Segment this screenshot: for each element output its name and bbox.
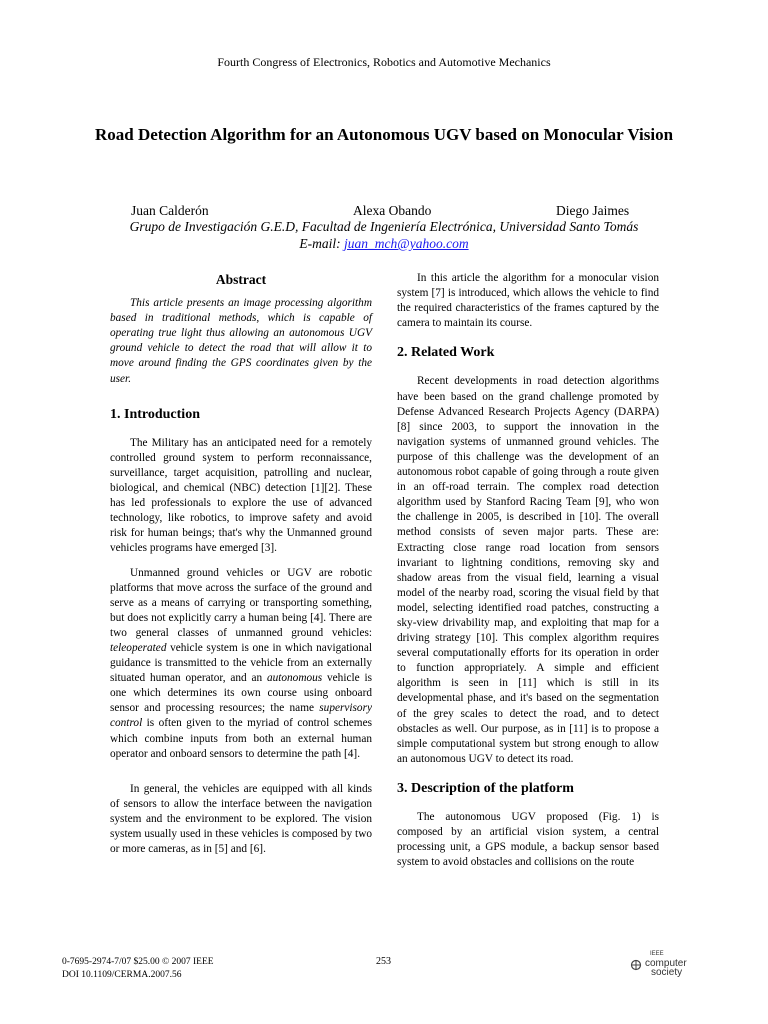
abstract-text: This article presents an image processing algorithm based in traditional methods, which is capable of operating true light thus allowing an autonomous UGV ground vehicle to detect the road that will allow it to move around finding the GPS coordinates given by the user. [110,297,372,385]
intro-paragraph-1: The Military has an anticipated need for a remotely controlled ground system to perform reconnaissance, surveillance, target acquisition, patrolling and nuclear, biological, and chemical (NBC) detection [1][2]. These has led professionals to explore the use of advanced technology, like robotics, to improve safety and avoid risk for human beings; that's why the Unmanned ground vehicles programs have emerged [3]. [110,436,372,555]
author-2: Alexa Obando [353,203,432,218]
left-column [110,272,372,857]
logo-ieee: IEEE [650,951,664,957]
logo-text [645,950,687,977]
right-column [397,271,659,870]
email-link[interactable]: juan_mch@yahoo.com [344,236,469,251]
paper-title: Road Detection Algorithm for an Autonomous UGV based on Monocular Vision [94,125,674,144]
related-work-paragraph: Recent developments in road detection algorithms have been based on the grand challenge promoted by Defense Advanced Research Projects Agency (DARPA) [8] since 2003, to support the innovation in the navigation systems of unmanned ground vehicles. The purpose of this challenge was the development of an autonomous robot capable of going through a route given in an off-road terrain. The complex road detection algorithm used by Stanford Racing Team [9], who won the challenge in 2005, is described in [10]. The overall method consists of seven major parts. These are: Extracting close range road location from sensors invariant to lightning conditions, removing sky and shadow areas from the visual field, learning a visual model of the nearby road, scoring the visual field by that model, selecting identified road patches, constructing a sky-view drivability map, and exploiting that map for a driving strategy [10]. This complex algorithm requires several computationally efforts for its operation in order to function appropriately. A simple and efficient algorithm is seen in [11] which is still in its developmental phase, and it's based on the segmentation of the grey scales to detect the road, and to detect obstacles as well. Our purpose, as in [11] is to propose a simple computational system but strong enough to allow an autonomous UGV to detect its road. [397,375,659,765]
abstract-heading: Abstract [215,272,267,287]
author-1: Juan Calderón [131,203,209,218]
email-line [0,236,768,252]
footer-doi: DOI 10.1109/CERMA.2007.56 [62,970,182,980]
intro-paragraph-4: In this article the algorithm for a monocular vision system [7] is introduced, which allows the vehicle to find the required characteristics of the frames captured by the camera to maintain its course. [397,272,659,330]
related-work-heading: 2. Related Work [397,345,495,361]
author-3: Diego Jaimes [556,203,630,218]
platform-paragraph: The autonomous UGV proposed (Fig. 1) is composed by an artificial vision system, a central processing unit, a GPS module, a backup sensor based system to avoid obstacles and collisions on the route [397,811,659,869]
affiliation: Grupo de Investigación G.E.D, Facultad de Ingeniería Electrónica, Universidad Santo Tomás [129,219,639,234]
intro-paragraph-3: In general, the vehicles are equipped with all kinds of sensors to allow the interface between the navigation system and the environment to be explored. The vision system usually used in these vehicles is composed by two or more cameras, as in [5] and [6]. [110,782,372,856]
logo-society: society [651,967,683,978]
footer-copyright [62,956,214,982]
page-number: 253 [376,956,391,967]
footer-line-1: 0-7695-2974-7/07 $25.00 © 2007 IEEE [62,957,214,967]
intro-heading: 1. Introduction [110,406,200,422]
email-label: E-mail: [299,236,341,251]
platform-heading: 3. Description of the platform [397,780,574,796]
abstract-section [110,296,372,387]
conference-header: Fourth Congress of Electronics, Robotics and Automotive Mechanics [217,55,551,69]
intro-paragraph-2: Unmanned ground vehicles or UGV are robotic platforms that move across the surface of the ground and serve as a means of carrying or transporting something, but does not explicitly carry a human being [4]. There are two general classes of unmanned ground vehicles: teleoperated vehicle system is one in which navigational guidance is transmitted to the vehicle from an externally situated human operator, and an autonomous vehicle is one which determines its own course using onboard sensor and processing resources; the name supervisory control is often given to the myriad of control schemes which combine inputs from both an external human operator and onboard sensors to determine the path [4]. [110,566,372,760]
logo-computer: computer [645,958,687,969]
